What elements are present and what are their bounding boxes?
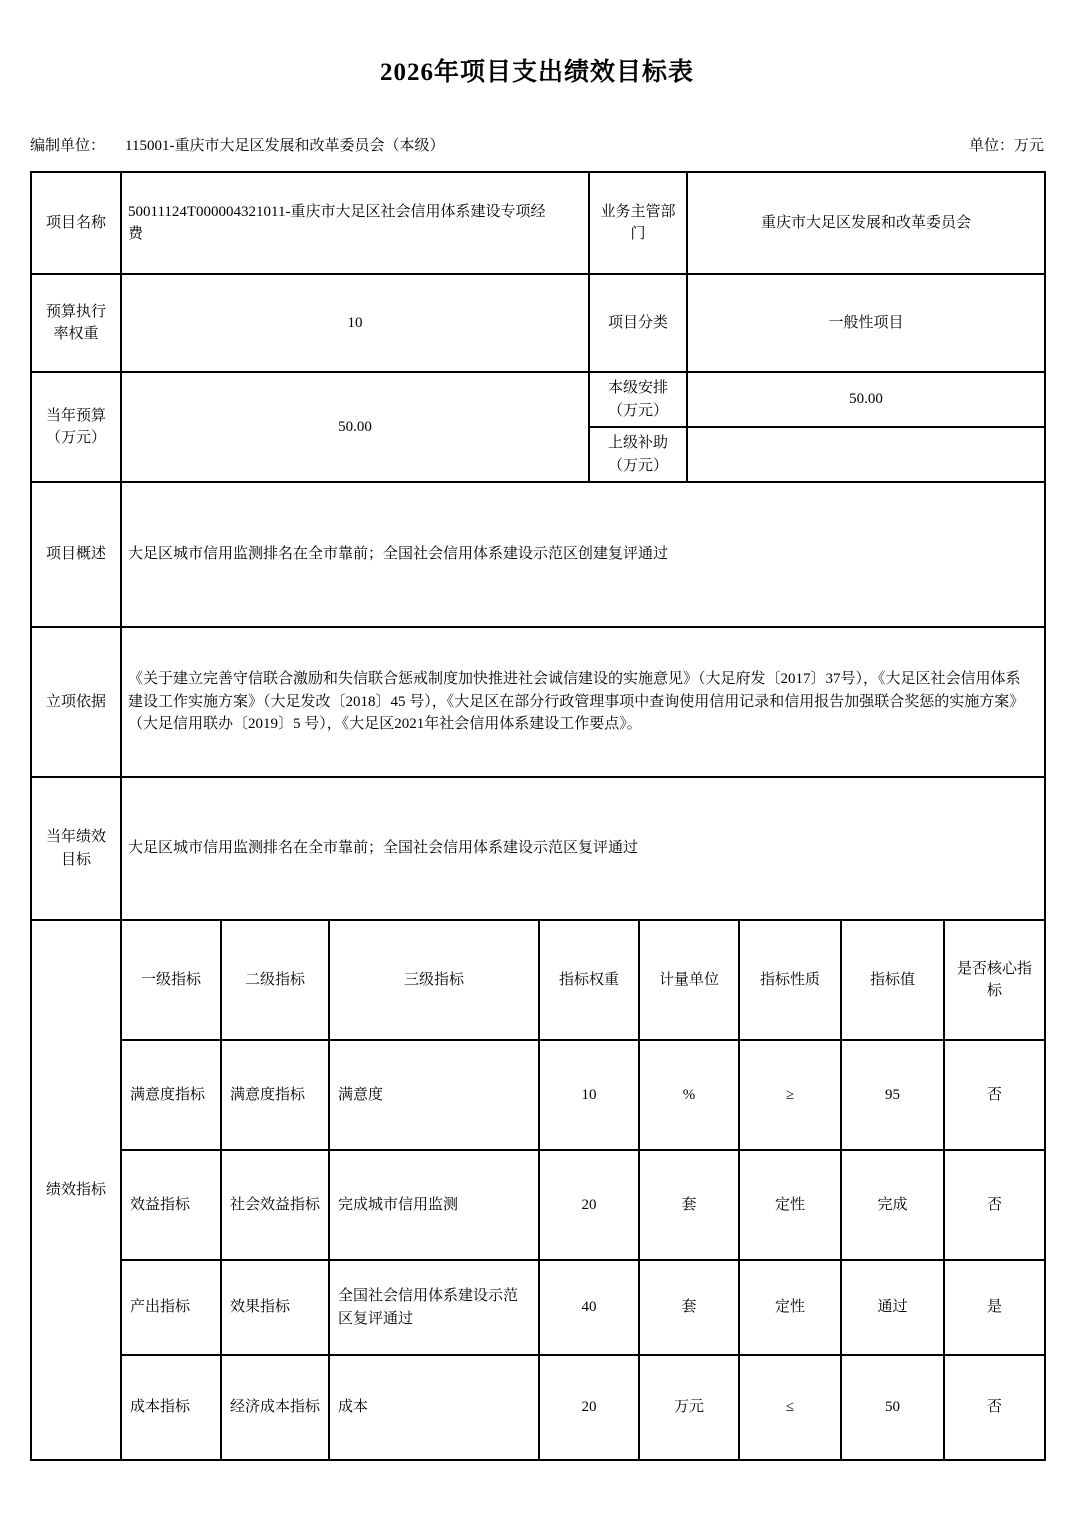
table-row <box>31 777 1045 920</box>
indicator-value: 50 <box>841 1355 944 1460</box>
prepared-by-value: 115001-重庆市大足区发展和改革委员会（本级） <box>125 138 445 154</box>
header-nature: 指标性质 <box>739 920 841 1040</box>
unit-label: 单位：万元 <box>968 138 1044 154</box>
superior-subsidy-value <box>687 427 1045 482</box>
indicator-level3: 全国社会信用体系建设示范区复评通过 <box>329 1260 539 1355</box>
basis-value: 《关于建立完善守信联合激励和失信联合惩戒制度加快推进社会诚信建设的实施意见》（大足府发〔2017〕37号），《大足区社会信用体系建设工作实施方案》（大足发改〔2018〕45 号），《大足区在部分行政管理事项中查询使用信用记录和信用报告加强联合奖惩的实施方案》（大足信用联办〔2019〕5 号），《大足区2021年社会信用体系建设工作要点》。 <box>121 627 1045 777</box>
indicator-weight: 10 <box>539 1040 639 1150</box>
table-row <box>31 482 1045 627</box>
indicator-row <box>31 1355 1045 1460</box>
page-title: 2026年项目支出绩效目标表 <box>379 59 694 86</box>
annual-target-label: 当年绩效目标 <box>31 777 121 920</box>
indicator-level2: 经济成本指标 <box>221 1355 329 1460</box>
header-weight: 指标权重 <box>539 920 639 1040</box>
indicator-value: 完成 <box>841 1150 944 1260</box>
indicator-level3: 满意度 <box>329 1040 539 1150</box>
header-level3: 三级指标 <box>329 920 539 1040</box>
indicator-level2: 社会效益指标 <box>221 1150 329 1260</box>
indicator-core: 否 <box>944 1150 1045 1260</box>
table-row <box>31 372 1045 427</box>
annual-target-value: 大足区城市信用监测排名在全市靠前；全国社会信用体系建设示范区复评通过 <box>121 777 1045 920</box>
indicator-weight: 20 <box>539 1150 639 1260</box>
local-arrangement-value: 50.00 <box>687 372 1045 427</box>
indicator-unit: 万元 <box>639 1355 739 1460</box>
indicator-unit: 套 <box>639 1150 739 1260</box>
indicator-core: 否 <box>944 1040 1045 1150</box>
indicator-level3: 完成城市信用监测 <box>329 1150 539 1260</box>
superior-subsidy-label: 上级补助（万元） <box>589 427 687 482</box>
project-name-value: 50011124T000004321011-重庆市大足区社会信用体系建设专项经费 <box>121 172 589 274</box>
indicator-weight: 40 <box>539 1260 639 1355</box>
header-level2: 二级指标 <box>221 920 329 1040</box>
budget-value: 50.00 <box>121 372 589 482</box>
local-arrangement-label: 本级安排（万元） <box>589 372 687 427</box>
indicator-nature: ≥ <box>739 1040 841 1150</box>
indicator-level3: 成本 <box>329 1355 539 1460</box>
meta-row <box>30 134 1044 155</box>
indicator-core: 是 <box>944 1260 1045 1355</box>
indicator-core: 否 <box>944 1355 1045 1460</box>
category-value: 一般性项目 <box>687 274 1045 372</box>
header-unit: 计量单位 <box>639 920 739 1040</box>
budget-label: 当年预算（万元） <box>31 372 121 482</box>
table-row <box>31 274 1045 372</box>
indicator-level1: 满意度指标 <box>121 1040 221 1150</box>
prepared-by <box>30 134 444 155</box>
prepared-by-label: 编制单位： <box>30 138 106 154</box>
exec-rate-value: 10 <box>121 274 589 372</box>
indicator-level1: 产出指标 <box>121 1260 221 1355</box>
dept-label: 业务主管部门 <box>589 172 687 274</box>
table-row <box>31 627 1045 777</box>
indicator-nature: 定性 <box>739 1150 841 1260</box>
document-page <box>30 0 1044 1461</box>
basis-label: 立项依据 <box>31 627 121 777</box>
indicator-value: 通过 <box>841 1260 944 1355</box>
indicators-section-label: 绩效指标 <box>31 920 121 1460</box>
project-info-table <box>30 171 1046 921</box>
header-level1: 一级指标 <box>121 920 221 1040</box>
project-name-label: 项目名称 <box>31 172 121 274</box>
indicator-nature: 定性 <box>739 1260 841 1355</box>
indicator-nature: ≤ <box>739 1355 841 1460</box>
overview-value: 大足区城市信用监测排名在全市靠前；全国社会信用体系建设示范区创建复评通过 <box>121 482 1045 627</box>
dept-value: 重庆市大足区发展和改革委员会 <box>687 172 1045 274</box>
indicator-weight: 20 <box>539 1355 639 1460</box>
indicator-row <box>31 1150 1045 1260</box>
header-core: 是否核心指标 <box>944 920 1045 1040</box>
indicator-row <box>31 1040 1045 1150</box>
overview-label: 项目概述 <box>31 482 121 627</box>
indicator-level2: 满意度指标 <box>221 1040 329 1150</box>
indicator-unit: 套 <box>639 1260 739 1355</box>
table-row <box>31 172 1045 274</box>
indicator-unit: % <box>639 1040 739 1150</box>
category-label: 项目分类 <box>589 274 687 372</box>
header-value: 指标值 <box>841 920 944 1040</box>
indicators-table <box>30 919 1046 1461</box>
exec-rate-label: 预算执行率权重 <box>31 274 121 372</box>
indicator-level1: 成本指标 <box>121 1355 221 1460</box>
indicators-header-row <box>31 920 1045 1040</box>
indicator-row <box>31 1260 1045 1355</box>
indicator-level2: 效果指标 <box>221 1260 329 1355</box>
indicator-level1: 效益指标 <box>121 1150 221 1260</box>
indicator-value: 95 <box>841 1040 944 1150</box>
